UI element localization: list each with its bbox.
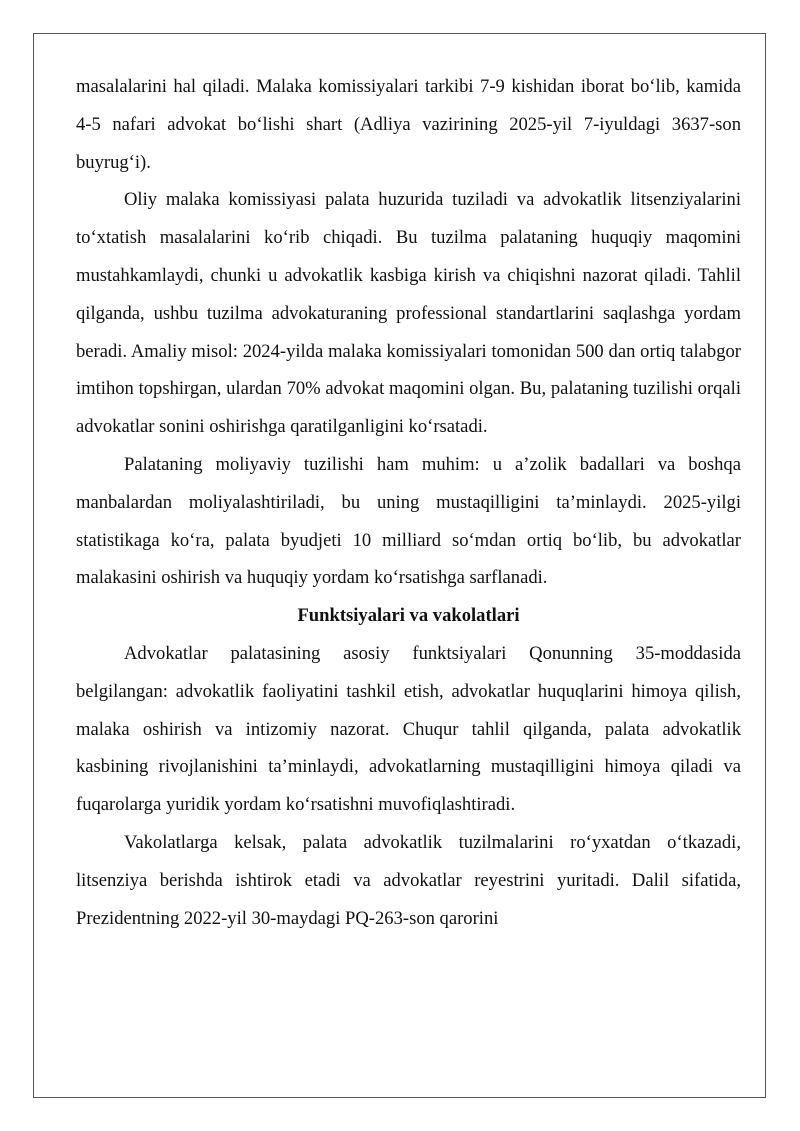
paragraph-powers: Vakolatlarga kelsak, palata advokatlik tuzilmalarini ro‘yxatdan o‘tkazadi, litsenziya berishda ishtirok etadi va advokatlar reyestrini yuritadi. Dalil sifatida, Prezidentning 2022-yil 30-maydagi PQ-263-son qarorini <box>76 831 741 929</box>
paragraph-commission: Oliy malaka komissiyasi palata huzurida tuziladi va advokatlik litsenziyalarini to‘xtatish masalalarini ko‘rib chiqadi. Bu tuzilma palataning huquqiy maqomini mustahkamlaydi, chunki u advokatlik kasbiga kirish va chiqishni nazorat qiladi. Tahlil qilganda, ushbu tuzilma advokaturaning professional standartlarini saqlashga yordam beradi. Amaliy misol: 2024-yilda malaka komissiyalari tomonidan 500 dan ortiq talabgor imtihon topshirgan, ulardan 70% advokat maqomini olgan. Bu, palataning tuzilishi orqali advokatlar sonini oshirishga qaratilganligini ko‘rsatadi. <box>76 189 741 438</box>
paragraph-finance: Palataning moliyaviy tuzilishi ham muhim: u a’zolik badallari va boshqa manbalardan moliyalashtiriladi, bu uning mustaqilligini ta’minlaydi. 2025-yilgi statistikaga ko‘ra, palata byudjeti 10 milliard so‘mdan ortiq bo‘lib, bu advokatlar malakasini oshirish va huquqiy yordam ko‘rsatishga sarflanadi. <box>76 453 741 589</box>
paragraph-functions: Advokatlar palatasining asosiy funktsiyalari Qonunning 35-moddasida belgilangan: advokatlik faoliyatini tashkil etish, advokatlar huquqlarini himoya qilish, malaka oshirish va intizomiy nazorat. Chuqur tahlil qilganda, palata advokatlik kasbining rivojlanishini ta’minlaydi, advokatlarning mustaqilligini himoya qiladi va fuqarolarga yuridik yordam ko‘rsatishni muvofiqlashtiradi. <box>76 642 741 816</box>
paragraph-continuation: masalalarini hal qiladi. Malaka komissiyalari tarkibi 7-9 kishidan iborat bo‘lib, kamida 4-5 nafari advokat bo‘lishi shart (Adliya vazirining 2025-yil 7-iyuldagi 3637-son buyrug‘i). <box>76 76 741 173</box>
document-body <box>76 68 741 937</box>
section-heading: Funktsiyalari va vakolatlari <box>297 605 520 627</box>
